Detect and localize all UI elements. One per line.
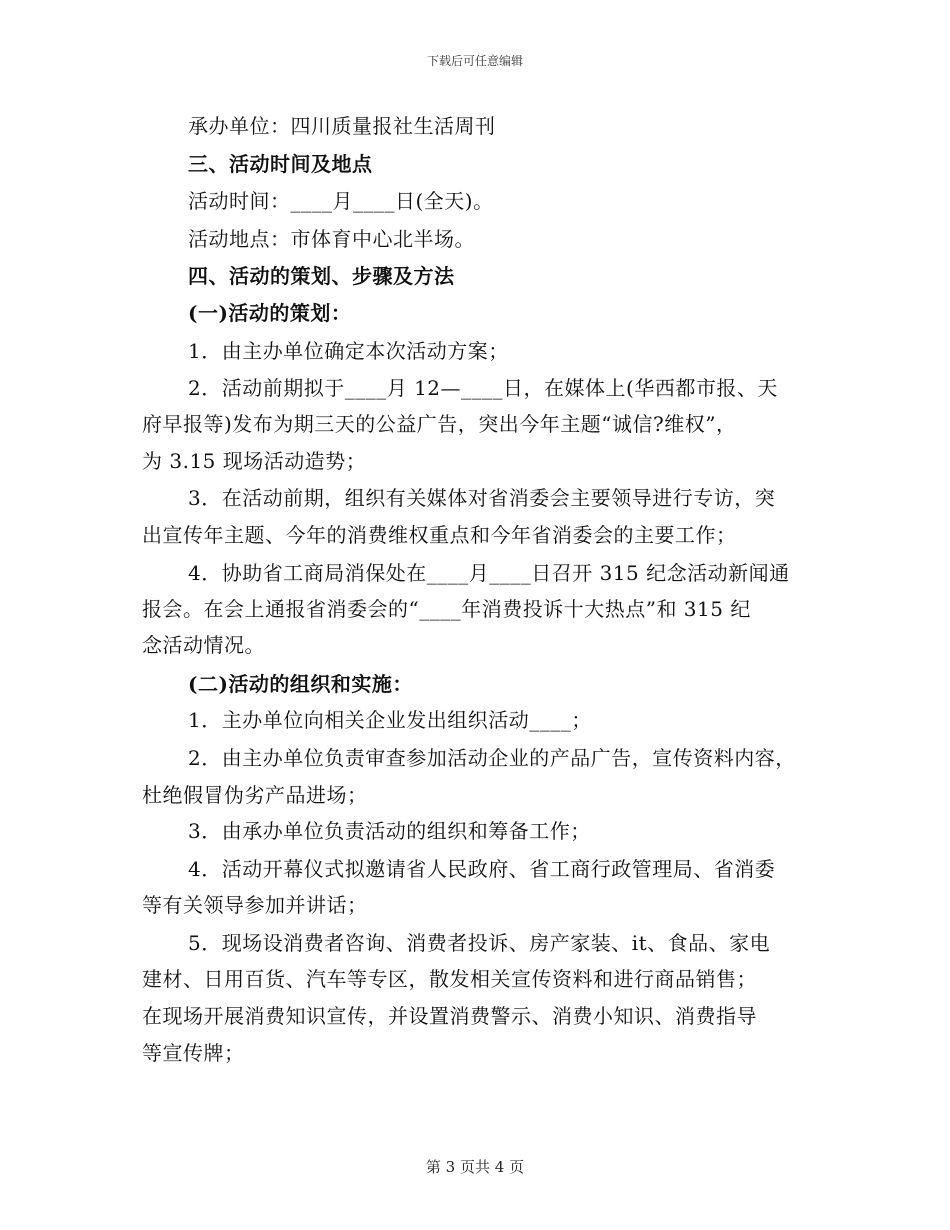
section-heading-plan: 四、活动的策划、步骤及方法 bbox=[188, 264, 455, 288]
paragraph-line: 2．由主办单位负责审查参加活动企业的产品广告，宣传资料内容， bbox=[188, 746, 796, 770]
paragraph-line: 2．活动前期拟于____月 12—____日，在媒体上(华西都市报、天 bbox=[188, 376, 778, 400]
paragraph-line: 为 3.15 现场活动造势； bbox=[142, 449, 367, 473]
paragraph-line: 5．现场设消费者咨询、消费者投诉、房产家装、it、食品、家电 bbox=[188, 931, 771, 955]
page-footer: 第 3 页共 4 页 bbox=[425, 1158, 525, 1176]
paragraph-line: 出宣传年主题、今年的消费维权重点和今年省消委会的主要工作； bbox=[142, 523, 737, 547]
activity-time-line: 活动时间：____月____日(全天)。 bbox=[188, 189, 494, 213]
section-heading-time-place: 三、活动时间及地点 bbox=[188, 152, 373, 176]
paragraph-line: 3．在活动前期，组织有关媒体对省消委会主要领导进行专访，突 bbox=[188, 486, 776, 510]
paragraph-line: 4．协助省工商局消保处在____月____日召开 315 纪念活动新闻通 bbox=[188, 561, 790, 585]
paragraph-line: 3．由承办单位负责活动的组织和筹备工作； bbox=[188, 819, 591, 843]
paragraph-line: 建材、日用百货、汽车等专区，散发相关宣传资料和进行商品销售； bbox=[142, 967, 757, 991]
paragraph-line: 报会。在会上通报省消委会的“____年消费投诉十大热点”和 315 纪 bbox=[142, 597, 751, 621]
subsection-heading-plan: (一)活动的策划： bbox=[188, 301, 352, 325]
paragraph-line: 1．主办单位向相关企业发出组织活动____； bbox=[188, 708, 592, 732]
activity-place-line: 活动地点：市体育中心北半场。 bbox=[188, 227, 475, 251]
paragraph-line: 府早报等)发布为期三天的公益广告，突出今年主题“诚信?维权”， bbox=[142, 412, 737, 436]
page-header: 下载后可任意编辑 bbox=[426, 54, 523, 68]
organizer-line: 承办单位：四川质量报社生活周刊 bbox=[188, 114, 496, 138]
subsection-heading-organization: (二)活动的组织和实施： bbox=[188, 672, 413, 696]
paragraph-line: 1．由主办单位确定本次活动方案； bbox=[188, 339, 509, 363]
paragraph-line: 在现场开展消费知识宣传，并设置消费警示、消费小知识、消费指导 bbox=[142, 1004, 757, 1028]
paragraph-line: 杜绝假冒伪劣产品进场； bbox=[142, 783, 368, 807]
paragraph-line: 4．活动开幕仪式拟邀请省人民政府、省工商行政管理局、省消委 bbox=[188, 857, 776, 881]
paragraph-line: 等有关领导参加并讲话； bbox=[142, 893, 368, 917]
paragraph-line: 念活动情况。 bbox=[142, 633, 265, 657]
paragraph-line: 等宣传牌； bbox=[142, 1041, 245, 1065]
